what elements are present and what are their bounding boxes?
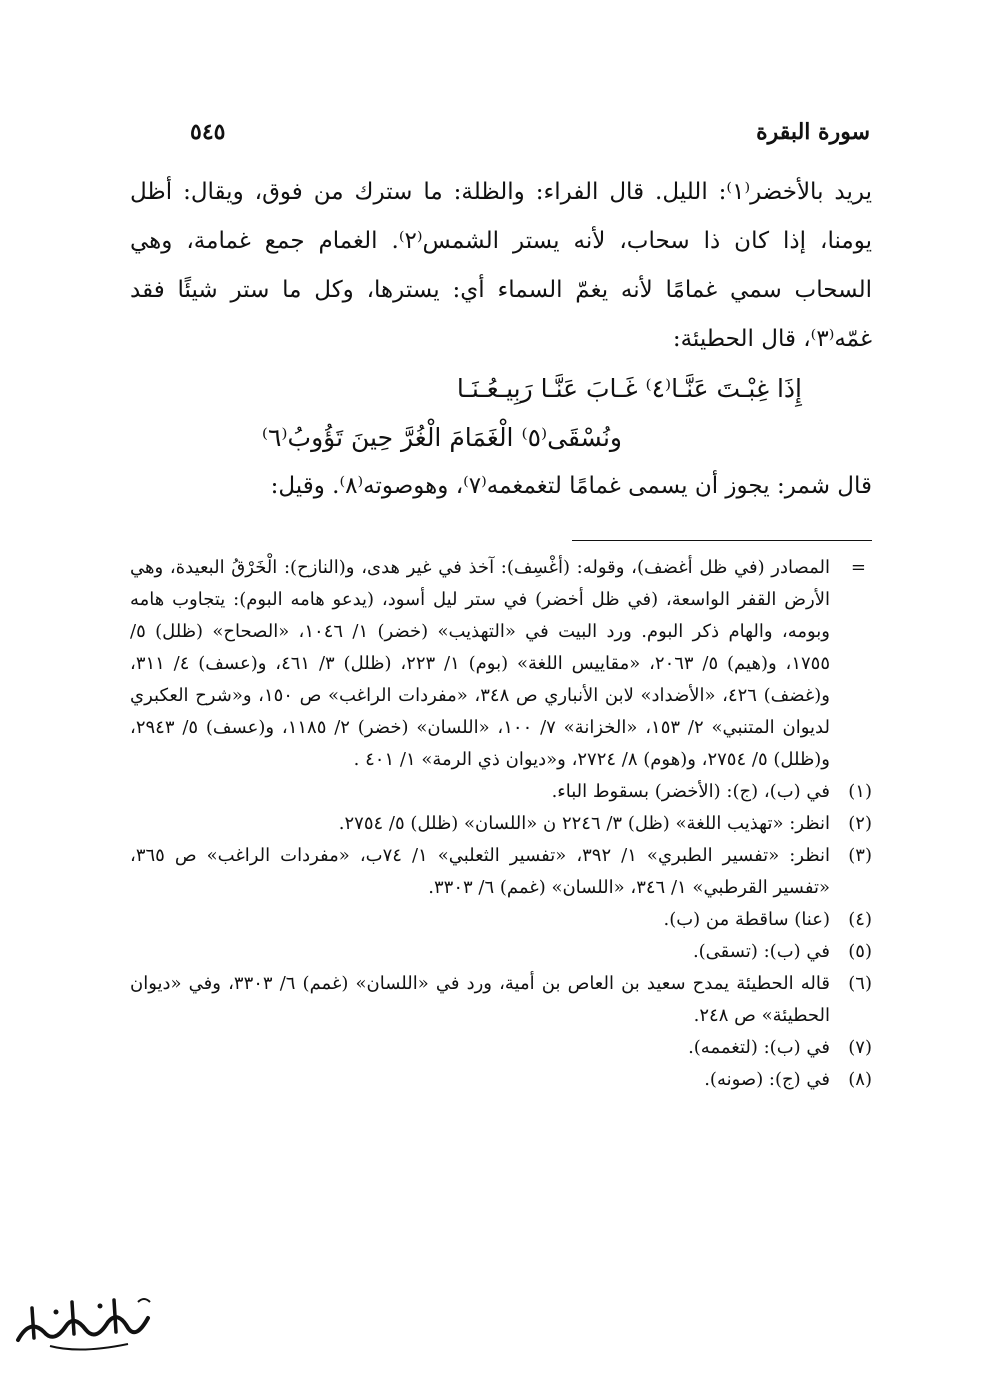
continuation-text: المصادر (في ظل أغضف)، وقوله: (أغْسِف): آخذ في غير هدى، و(النازح): الْخَرْقُ البعيدة، وهي الأرض القفر الواسعة، (في ظل أخضر) في ستر ليل أسود، (يدعو هامه البوم): يتجاوب هامه وبومه، والهام ذكر البوم. ورد البيت في «التهذيب» (خضر) ١/ ١٠٤٦، «الصحاح» (ظلل) ٥/ ١٧٥٥، و(هيم) ٥/ ٢٠٦٣، «مقاييس اللغة» (بوم) ١/ ٢٢٣، (ظلل) ٣/ ٤٦١، و(عسف) ٤/ ٣١١، و(غضف) ٤٢٦، «الأضداد» لابن الأنباري ص ٣٤٨، «مفردات الراغب» ص ١٥٠، و«شرح العكبري لديوان المتنبي» ٢/ ١٥٣، «الخزانة» ٧/ ١٠٠، «اللسان» (خضر) ٢/ ١١٨٥، و(عسف) ٥/ ٢٩٤٣، و(ظلل) ٥/ ٢٧٥٤، و(هوم) ٨/ ٢٧٢٤، و«ديوان ذي الرمة» ١/ ٤٠١ .	[130, 557, 830, 770]
main-paragraph-2: قال شمر: يجوز أن يسمى غمامًا لتغمغمه⁽٧⁾، وهوصوته⁽٨⁾. وقيل:	[270, 473, 872, 499]
footnote-item	[130, 904, 872, 936]
footnote-item	[130, 808, 872, 840]
surah-title: سورة البقرة	[756, 119, 870, 145]
footnote-text: في (ج): (صونه).	[704, 1069, 830, 1090]
footnote-item	[130, 840, 872, 904]
calligraphy-logo	[10, 1288, 160, 1360]
footnote-continuation	[130, 552, 872, 776]
main-text	[130, 168, 872, 511]
footnote-number: (٥)	[848, 941, 872, 962]
continuation-mark: =	[850, 557, 866, 578]
footnote-text: قاله الحطيئة يمدح سعيد بن العاص بن أمية، ورد في «اللسان» (غمم) ٦/ ٣٣٠٣، وفي «ديوان الحطيئة» ص ٢٤٨.	[130, 973, 831, 1026]
footnote-number: (١)	[848, 781, 872, 802]
footnote-item	[130, 936, 872, 968]
footnote-number: (٧)	[848, 1037, 872, 1058]
footnote-text: انظر: «تهذيب اللغة» (ظل) ٣/ ٢٢٤٦ ن «اللسان» (ظلل) ٥/ ٢٧٥٤.	[338, 813, 830, 834]
footnote-number: (٤)	[848, 909, 872, 930]
footnote-item	[130, 776, 872, 808]
footnote-item	[130, 1064, 872, 1096]
footnote-number: (٣)	[848, 845, 872, 866]
footnote-text: في (ب): (لتغممه).	[688, 1037, 830, 1058]
footnote-number: (٦)	[848, 973, 872, 994]
footnote-text: انظر: «تفسير الطبري» ١/ ٣٩٢، «تفسير الثعلبي» ١/ ٧٤ب، «مفردات الراغب» ص ٣٦٥، «تفسير القرطبي» ١/ ٣٤٦، «اللسان» (غمم) ٦/ ٣٣٠٣.	[130, 845, 830, 898]
verse-line-2: ونُسْقَى⁽٥⁾ الْغَمَامَ الْغُرَّ حِينَ تَؤُوبُ⁽٦⁾	[261, 423, 622, 452]
footnote-text: (عنا) ساقطة من (ب).	[663, 909, 830, 930]
footnote-text: في (ب)، (ج): (الأخضر) بسقوط الباء.	[551, 781, 830, 802]
page-header	[190, 112, 870, 152]
footnotes	[130, 552, 872, 1096]
footnote-number: (٨)	[848, 1069, 872, 1090]
footnote-item	[130, 1032, 872, 1064]
verse-line-1: إِذَا غِبْـتَ عَنَّـا⁽٤⁾ غَـابَ عَنَّـا رَبِيـعُـنَـا	[456, 374, 802, 403]
footnote-item	[130, 968, 872, 1032]
footnote-number: (٢)	[848, 813, 872, 834]
footnote-separator	[572, 540, 872, 541]
footnote-text: في (ب): (تسقى).	[692, 941, 830, 962]
poetry-verse	[130, 364, 872, 462]
page-number: ٥٤٥	[190, 119, 226, 145]
calligraphy-logo-icon	[10, 1288, 160, 1360]
main-paragraph-1: يريد بالأخضر⁽١⁾: الليل. قال الفراء: والظلة: ما سترك من فوق، ويقال: أظل يومنا، إذا كان ذا سحاب، لأنه يستر الشمس⁽٢⁾. الغمام جمع غمامة، وهي السحاب سمي غمامًا لأنه يغمّ السماء أي: يسترها، وكل ما ستر شيئًا فقد غمّه⁽٣⁾، قال الحطيئة:	[130, 179, 872, 352]
